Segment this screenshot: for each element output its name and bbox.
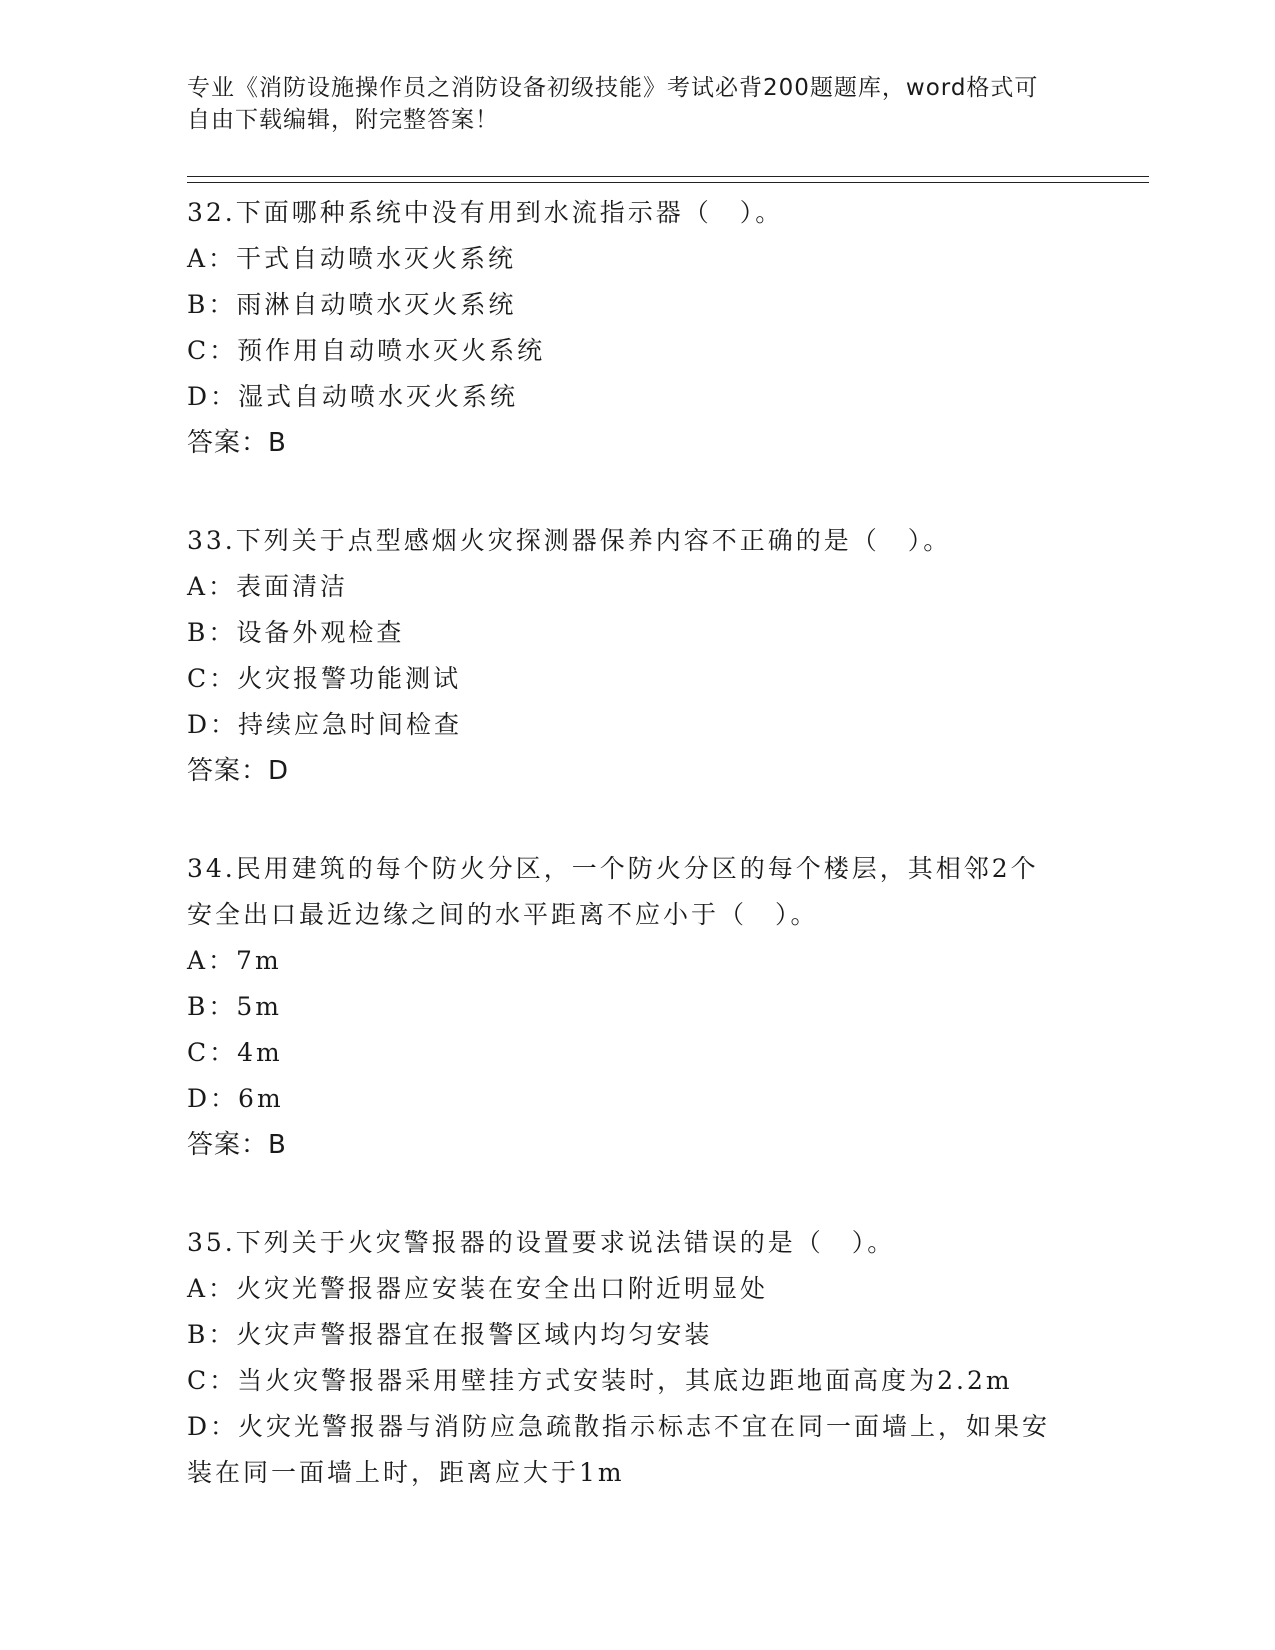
option-c: C：4m (187, 1038, 283, 1067)
question-32 (187, 190, 1087, 466)
answer-label: 答案：B (187, 428, 287, 458)
option-d: D：6m (187, 1084, 284, 1113)
header-line-2: 自由下载编辑，附完整答案！ (187, 107, 499, 133)
question-stem: 32.下面哪种系统中没有用到水流指示器（ ）。 (187, 198, 784, 227)
question-34 (187, 846, 1087, 1168)
option-d-line-2: 装在同一面墙上时，距离应大于1m (187, 1458, 625, 1487)
question-stem: 33.下列关于点型感烟火灾探测器保养内容不正确的是（ ）。 (187, 526, 952, 555)
option-a: A：表面清洁 (187, 572, 349, 601)
option-c: C：火灾报警功能测试 (187, 664, 462, 693)
option-d: D：湿式自动喷水灭火系统 (187, 382, 519, 411)
question-35 (187, 1220, 1087, 1496)
option-b: B：雨淋自动喷水灭火系统 (187, 290, 517, 319)
option-a: A：干式自动喷水灭火系统 (187, 244, 517, 273)
answer-label: 答案：B (187, 1130, 287, 1160)
question-stem-line-2: 安全出口最近边缘之间的水平距离不应小于（ ）。 (187, 900, 819, 929)
header-divider-top (187, 176, 1149, 177)
question-33 (187, 518, 1087, 794)
document-header (187, 72, 1067, 136)
option-b: B：设备外观检查 (187, 618, 405, 647)
option-a: A：火灾光警报器应安装在安全出口附近明显处 (187, 1274, 769, 1303)
option-c: C：当火灾警报器采用壁挂方式安装时，其底边距地面高度为2.2m (187, 1366, 1013, 1395)
option-d: D：持续应急时间检查 (187, 710, 463, 739)
option-d-line-1: D：火灾光警报器与消防应急疏散指示标志不宜在同一面墙上，如果安 (187, 1412, 1051, 1441)
answer-label: 答案：D (187, 756, 290, 786)
question-stem-line-1: 34.民用建筑的每个防火分区，一个防火分区的每个楼层，其相邻2个 (187, 854, 1039, 883)
question-list (187, 190, 1087, 1548)
header-line-1: 专业《消防设施操作员之消防设备初级技能》考试必背200题题库，word格式可 (187, 75, 1039, 101)
question-stem: 35.下列关于火灾警报器的设置要求说法错误的是（ ）。 (187, 1228, 896, 1257)
option-b: B：5m (187, 992, 282, 1021)
option-c: C：预作用自动喷水灭火系统 (187, 336, 546, 365)
header-divider-bottom (187, 182, 1149, 183)
option-a: A：7m (187, 946, 282, 975)
option-b: B：火灾声警报器宜在报警区域内均匀安装 (187, 1320, 713, 1349)
